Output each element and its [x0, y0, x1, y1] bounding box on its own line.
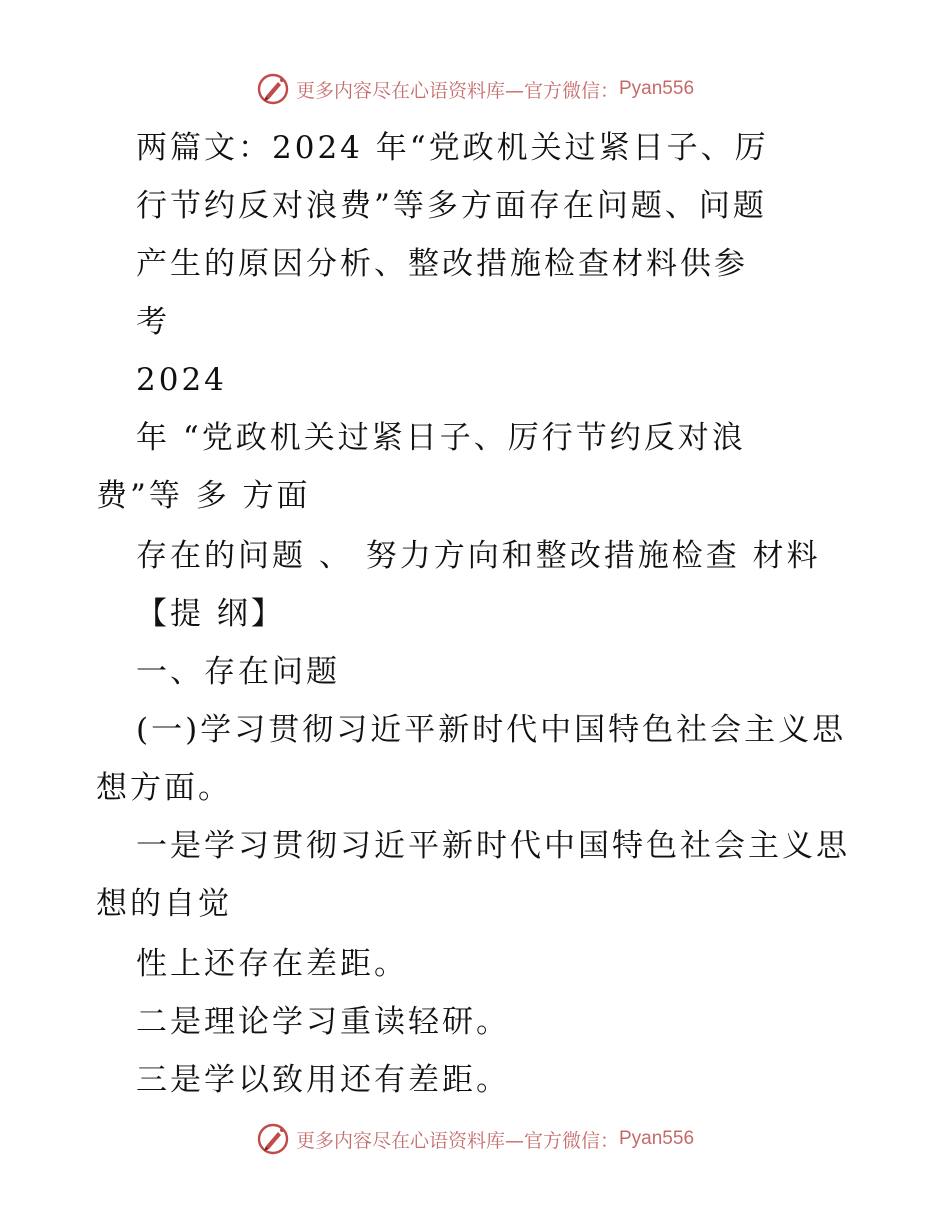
pen-circle-logo-icon [256, 72, 290, 106]
subsection-heading-1-cont: 想方面。 [96, 770, 232, 806]
header-watermark [0, 72, 950, 106]
title-line-1: 两篇文：2024 年“党政机关过紧日子、厉 [136, 130, 769, 166]
body-line-year: 2024 [136, 362, 227, 398]
body-line-8: 存在的问题 、 努力方向和整改措施检查 材料 [136, 538, 821, 574]
pen-circle-logo-icon [256, 1122, 290, 1156]
watermark-wechat-id: Pyan556 [619, 1128, 695, 1149]
body-line-7: 费”等 多 方面 [96, 478, 311, 514]
title-line-4: 考 [136, 304, 170, 340]
title-line-2: 行节约反对浪费”等多方面存在问题、问题 [136, 188, 767, 224]
section-heading-1: 一、存在问题 [136, 654, 340, 690]
point-1-line-2: 想的自觉 [96, 886, 232, 922]
point-1-line-3: 性上还存在差距。 [136, 946, 408, 982]
watermark-text: 更多内容尽在心语资料库—官方微信： [295, 79, 619, 102]
outline-heading: 【提 纲】 [136, 596, 285, 632]
watermark-wechat-id: Pyan556 [619, 78, 695, 99]
title-line-3: 产生的原因分析、整改措施检查材料供参 [136, 246, 748, 282]
subsection-heading-1: (一)学习贯彻习近平新时代中国特色社会主义思 [136, 712, 847, 748]
watermark-text: 更多内容尽在心语资料库—官方微信： [295, 1129, 619, 1152]
body-line-6: 年 “党政机关过紧日子、厉行节约反对浪 [136, 420, 746, 456]
point-1-line-1: 一是学习贯彻习近平新时代中国特色社会主义思 [136, 828, 850, 864]
footer-watermark [0, 1122, 950, 1156]
point-2: 二是理论学习重读轻研。 [136, 1004, 510, 1040]
point-3: 三是学以致用还有差距。 [136, 1062, 510, 1098]
